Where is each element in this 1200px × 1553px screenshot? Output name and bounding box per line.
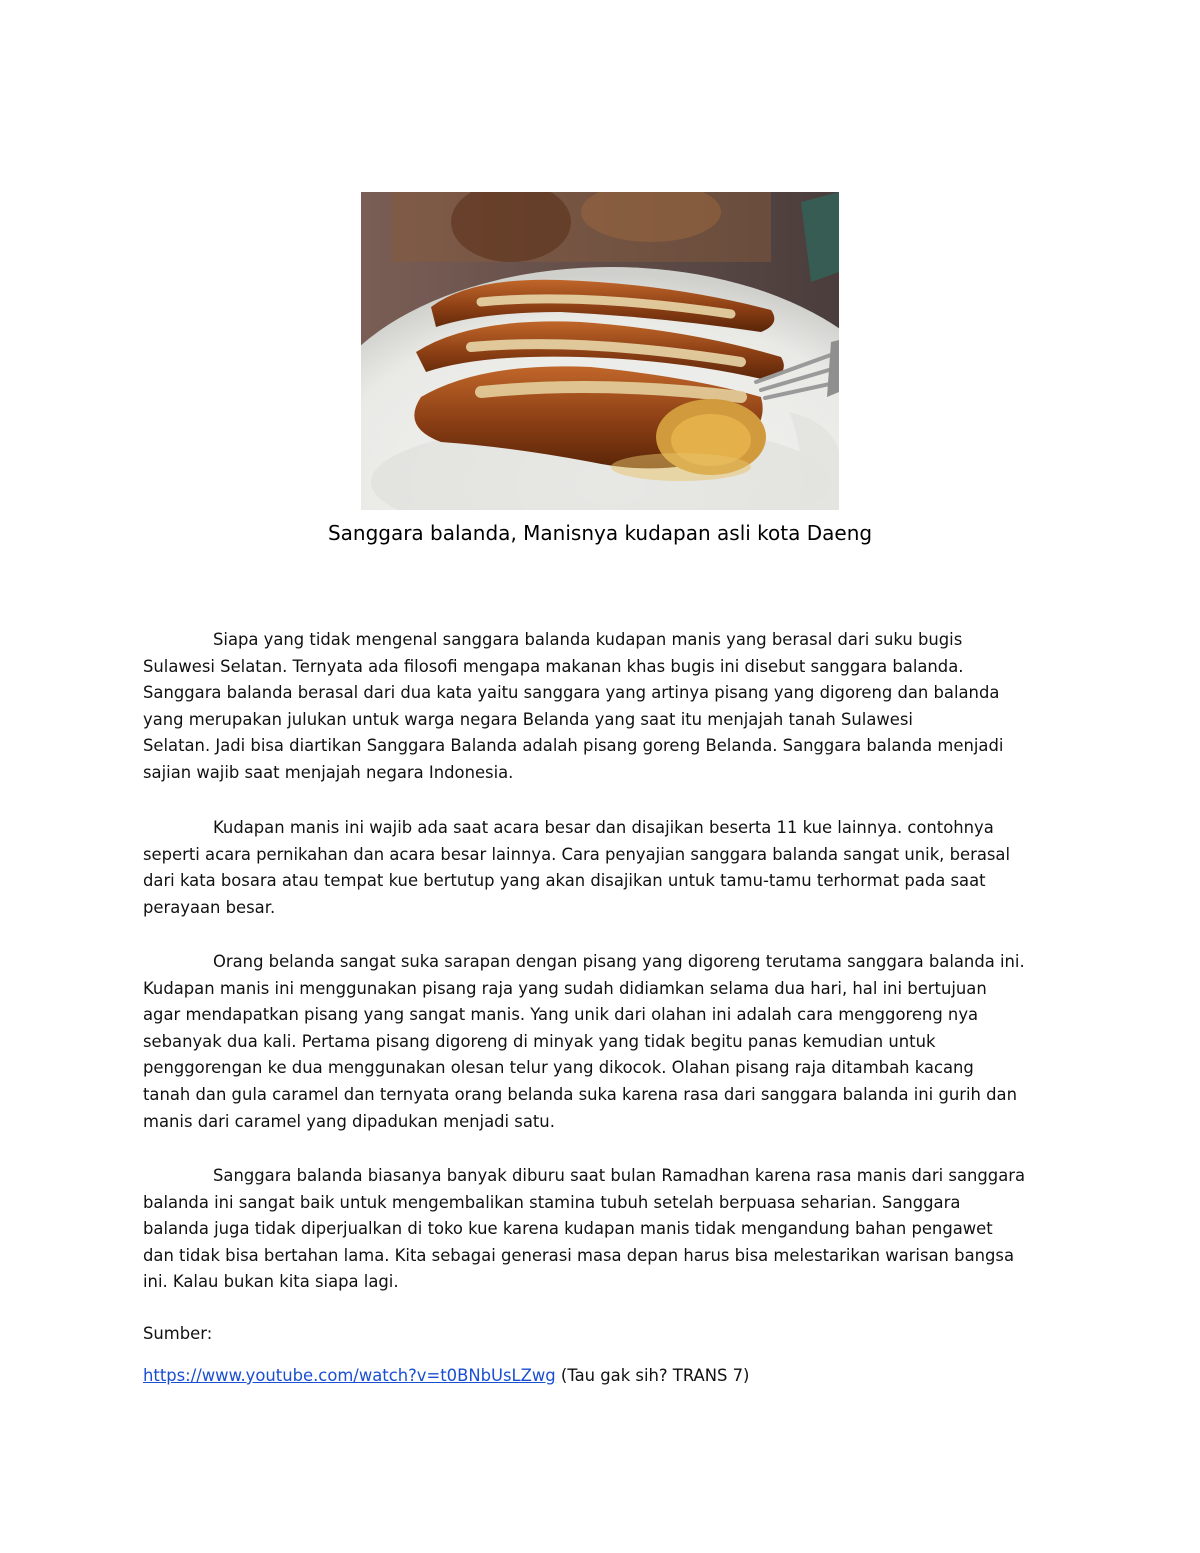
- paragraph-line: Sanggara balanda berasal dari dua kata yaitu sanggara yang artinya pisang yang digoreng dan balanda: [143, 683, 1000, 703]
- paragraph-line: manis dari caramel yang dipadukan menjadi satu.: [143, 1111, 555, 1131]
- paragraph-line: Sanggara balanda biasanya banyak diburu saat bulan Ramadhan karena rasa manis dari sanggara: [213, 1166, 1026, 1185]
- paragraph-line: agar mendapatkan pisang yang sangat manis. Yang unik dari olahan ini adalah cara menggoreng nya: [143, 1005, 979, 1025]
- paragraph-line: Orang belanda sangat suka sarapan dengan pisang yang digoreng terutama sanggara balanda ini.: [213, 952, 1025, 971]
- paragraph-2: [143, 815, 1063, 921]
- paragraph-line: seperti acara pernikahan dan acara besar lainnya. Cara penyajian sanggara balanda sangat unik, berasal: [143, 844, 1011, 864]
- paragraph-line: perayaan besar.: [143, 897, 276, 917]
- paragraph-line: penggorengan ke dua menggunakan olesan telur yang dikocok. Olahan pisang raja ditambah kacang: [143, 1058, 974, 1078]
- paragraph-line: yang merupakan julukan untuk warga negara Belanda yang saat itu menjajah tanah Sulawesi: [143, 709, 913, 729]
- paragraph-line: tanah dan gula caramel dan ternyata orang belanda suka karena rasa dari sanggara balanda ini gurih dan: [143, 1084, 1017, 1104]
- paragraph-line: balanda juga tidak diperjualkan di toko kue karena kudapan manis tidak mengandung bahan pengawet: [143, 1219, 993, 1239]
- paragraph-line: Kudapan manis ini menggunakan pisang raja yang sudah didiamkan selama dua hari, hal ini bertujuan: [143, 978, 987, 998]
- source-line: [143, 1363, 749, 1389]
- paragraph-line: Sulawesi Selatan. Ternyata ada filosofi mengapa makanan khas bugis ini disebut sanggara balanda.: [143, 656, 964, 676]
- paragraph-line: Siapa yang tidak mengenal sanggara balanda kudapan manis yang berasal dari suku bugis: [213, 630, 963, 649]
- paragraph-line: Selatan. Jadi bisa diartikan Sanggara Balanda adalah pisang goreng Belanda. Sanggara balanda menjadi: [143, 736, 1004, 756]
- paragraph-4: [143, 1163, 1063, 1296]
- paragraph-3: [143, 949, 1063, 1135]
- paragraph-line: dan tidak bisa bertahan lama. Kita sebagai generasi masa depan harus bisa melestarikan warisan bangsa: [143, 1245, 1014, 1265]
- paragraph-line: sebanyak dua kali. Pertama pisang digoreng di minyak yang tidak begitu panas kemudian untuk: [143, 1031, 936, 1051]
- paragraph-line: dari kata bosara atau tempat kue bertutup yang akan disajikan untuk tamu-tamu terhormat pada saat: [143, 871, 986, 891]
- source-label: Sumber:: [143, 1324, 213, 1343]
- paragraph-line: ini. Kalau bukan kita siapa lagi.: [143, 1272, 399, 1292]
- source-note: (Tau gak sih? TRANS 7): [555, 1366, 750, 1385]
- paragraph-line: balanda ini sangat baik untuk mengembalikan stamina tubuh setelah berpuasa seharian. Sanggara: [143, 1192, 961, 1212]
- paragraph-1: [143, 627, 1063, 787]
- source-link[interactable]: https://www.youtube.com/watch?v=t0BNbUsLZwg: [143, 1366, 556, 1385]
- paragraph-line: sajian wajib saat menjajah negara Indonesia.: [143, 762, 514, 782]
- sanggara-balanda-photo: [361, 192, 839, 510]
- article-title: Sanggara balanda, Manisnya kudapan asli kota Daeng: [327, 521, 873, 545]
- paragraph-line: Kudapan manis ini wajib ada saat acara besar dan disajikan beserta 11 kue lainnya. contohnya: [213, 818, 994, 837]
